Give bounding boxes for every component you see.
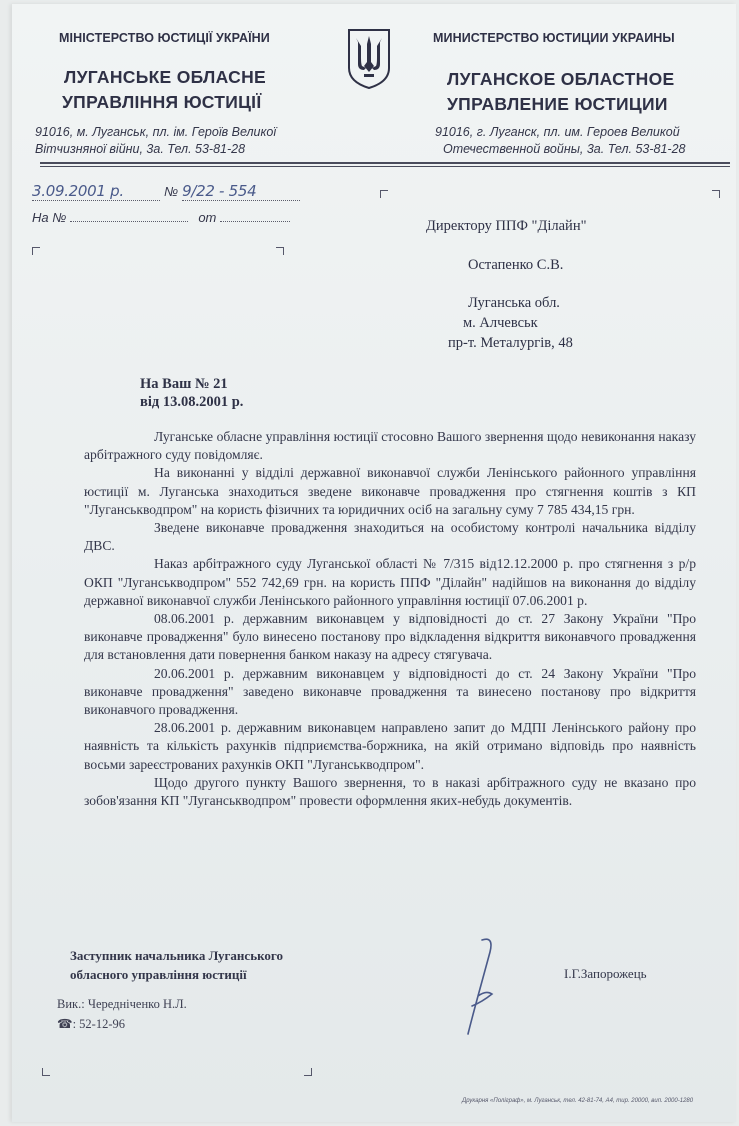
body-paragraph: 08.06.2001 р. державним виконавцем у відповідності до ст. 27 Закону України "Про виконавче провадження" було винесено постанову про відкладення відкриття виконавчого провадження для встановлення дати повернення банком наказу на адресу стягувача. xyxy=(84,611,696,663)
address-ru-line2: Отечественной войны, 3а. Тел. 53-81-28 xyxy=(443,142,686,156)
address-ru-line1: 91016, г. Луганск, пл. им. Героев Великой xyxy=(435,125,680,139)
department-ru-line2: УПРАВЛЕНИЕ ЮСТИЦИИ xyxy=(447,94,668,114)
reply-number-label: На № xyxy=(32,210,67,225)
body-paragraph: 28.06.2001 р. державним виконавцем направлено запит до МДПІ Ленінського району про наявність та кількість рахунків підприємства-боржника, на якій отримано відповідь про наявність восьми зареєстрованих рахунків ОКП "Луганськводпром". xyxy=(84,720,696,772)
letter-body xyxy=(84,428,696,810)
ministry-ua: МІНІСТЕРСТВО ЮСТИЦІЇ УКРАЇНИ xyxy=(59,31,270,45)
body-paragraph: На виконанні у відділі державної виконавчої служби Ленінського районного управління юстиції м. Луганська знаходиться зведене виконавче провадження про стягнення коштів з КП "Луганськводпром" на користь фізичних та юридичних осіб на загальну суму 7 785 434,15 грн. xyxy=(84,465,696,517)
executor-name: Вик.: Чередніченко Н.Л. xyxy=(57,997,187,1011)
recipient-region: Луганська обл. xyxy=(468,295,560,311)
corner-mark xyxy=(380,190,388,198)
outgoing-date: 3.09.2001 р. xyxy=(32,182,160,201)
recipient-name: Остапенко С.В. xyxy=(468,257,564,273)
recipient-street: пр-т. Металургів, 48 xyxy=(448,335,573,351)
outgoing-number: 9/22 - 554 xyxy=(182,182,300,201)
reply-date-label: от xyxy=(198,210,217,225)
letter-page xyxy=(12,4,736,1122)
header-rule-thin xyxy=(40,166,730,167)
printer-imprint: Друкарня «Поліграф», м. Луганськ, тел. 42-81-74, А4, тир. 20000, вип. 2000-1280 xyxy=(462,1098,694,1104)
header-rule xyxy=(40,162,730,164)
reply-date-blank xyxy=(220,209,290,222)
coat-of-arms-icon xyxy=(346,28,392,95)
signer-position-line2: обласного управління юстиції xyxy=(70,967,247,982)
ministry-ru: МИНИСТЕРСТВО ЮСТИЦИИ УКРАИНЫ xyxy=(433,31,675,45)
corner-mark xyxy=(304,1068,312,1076)
department-ru-line1: ЛУГАНСКОЕ ОБЛАСТНОЕ xyxy=(447,69,675,89)
corner-mark xyxy=(32,247,40,255)
address-ua-line1: 91016, м. Луганськ, пл. ім. Героїв Великої xyxy=(35,125,277,139)
recipient-city: м. Алчевськ xyxy=(463,315,538,331)
number-label: № xyxy=(164,184,179,199)
department-ua-line2: УПРАВЛІННЯ ЮСТИЦІЇ xyxy=(62,92,262,112)
recipient-position: Директору ППФ "Ділайн" xyxy=(426,218,587,234)
body-paragraph: Щодо другого пункту Вашого звернення, то в наказі арбітражного суду не вказано про зобов'язання КП "Луганськводпром" провести оформлення яких-небудь документів. xyxy=(84,774,696,809)
reference-date: від 13.08.2001 р. xyxy=(140,394,244,410)
department-ua-line1: ЛУГАНСЬКЕ ОБЛАСНЕ xyxy=(64,67,266,87)
body-paragraph: Зведене виконавче провадження знаходиться на особистому контролі начальника відділу ДВС. xyxy=(84,520,696,554)
reply-line xyxy=(32,209,290,227)
reference-number: На Ваш № 21 xyxy=(140,376,228,392)
address-ua-line2: Вітчизняної війни, 3а. Тел. 53-81-28 xyxy=(35,142,246,156)
corner-mark xyxy=(42,1068,50,1076)
executor-phone: ☎: 52-12-96 xyxy=(57,1017,125,1031)
body-paragraph: 20.06.2001 р. державним виконавцем у відповідності до ст. 24 Закону України "Про виконавче провадження" заведено виконавче провадження та винесено постанову про відкриття виконавчого провадження. xyxy=(84,665,696,718)
signer-name: І.Г.Запорожець xyxy=(564,966,647,981)
corner-mark xyxy=(712,190,720,198)
body-paragraph: Луганське обласне управління юстиції стосовно Вашого звернення щодо невиконання наказу арбітражного суду повідомляє. xyxy=(84,429,696,463)
handwritten-signature xyxy=(442,934,522,1049)
reply-number-blank xyxy=(70,209,188,222)
signer-position-line1: Заступник начальника Луганського xyxy=(70,948,283,963)
corner-mark xyxy=(276,247,284,255)
body-paragraph: Наказ арбітражного суду Луганської області № 7/315 від12.12.2000 р. про стягнення з р/р ОКП "Луганськводпром" 552 742,69 грн. на користь ППФ "Ділайн" надійшов на виконання до відділу державної виконавчої служби Ленінського районного управління юстиції 07.06.2001 р. xyxy=(84,556,696,608)
outgoing-line xyxy=(32,182,300,201)
